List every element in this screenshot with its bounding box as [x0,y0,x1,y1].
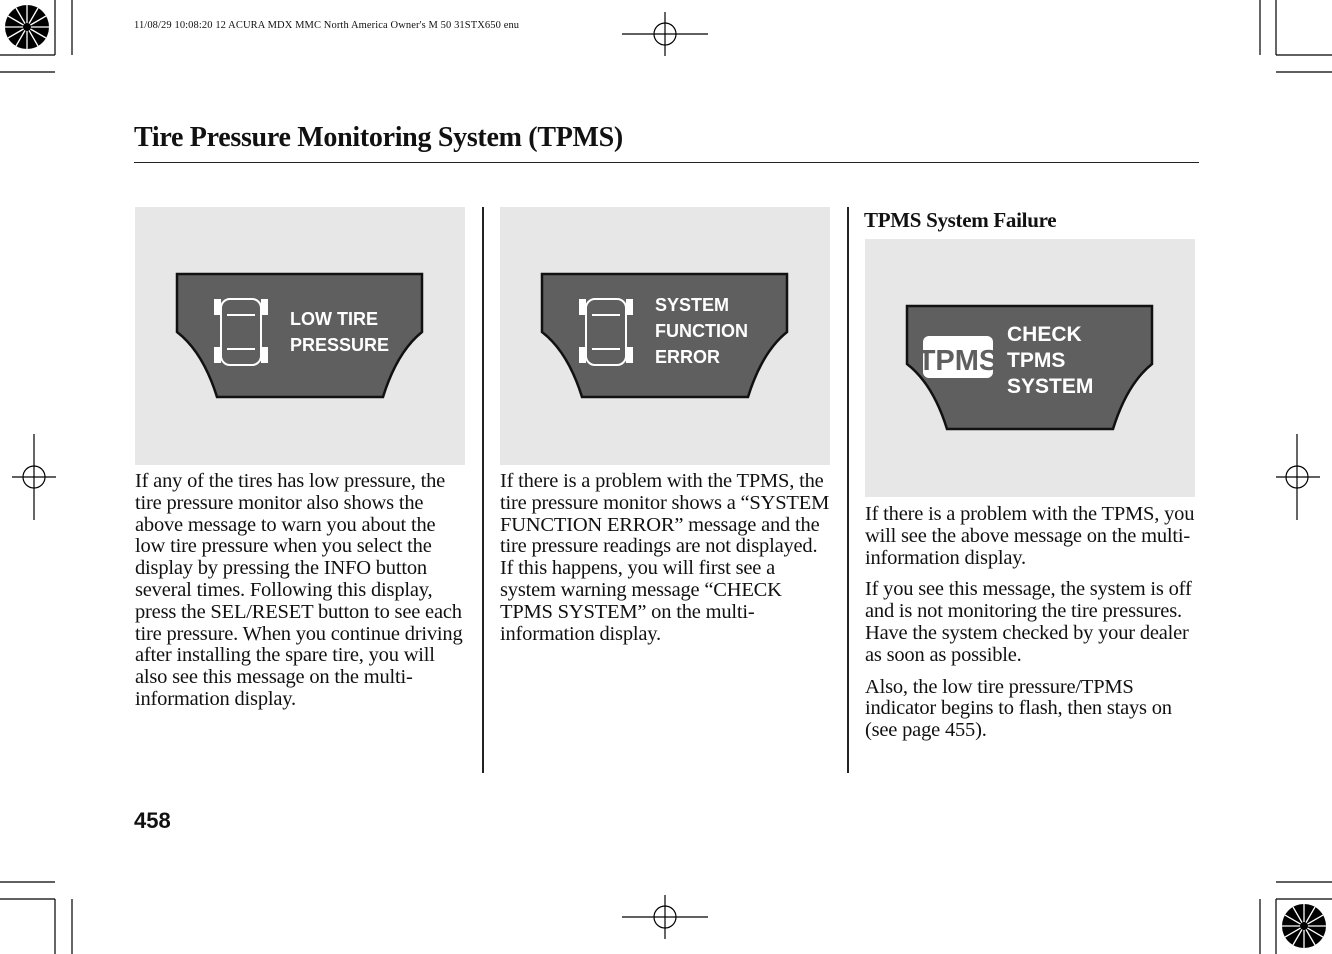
low-tire-pressure-figure [135,207,465,465]
registration-mark-top [622,12,708,56]
title-rule [134,162,1199,163]
page-title: Tire Pressure Monitoring System (TPMS) [134,122,623,153]
registration-mark-left [12,434,56,520]
display-line-1: CHECK [1007,323,1082,346]
col3-paragraphs [865,504,1200,752]
display-line-2: FUNCTION [655,321,748,341]
display-line-2: PRESSURE [290,335,390,355]
system-function-error-figure [500,207,830,465]
starburst-mark-top-left [5,5,49,49]
tpms-badge-text: TPMS [917,345,999,377]
column-divider-1 [482,207,484,773]
registration-mark-right [1276,434,1320,520]
display-line-1: LOW TIRE [290,309,378,329]
col2-paragraph [500,471,835,655]
display-line-2: TPMS [1007,349,1066,372]
print-info: 11/08/29 10:08:20 12 ACURA MDX MMC North America Owner's M 50 31STX650 enu [134,20,520,31]
starburst-mark-bottom-right [1282,904,1326,948]
tpms-failure-heading: TPMS System Failure [864,208,1057,232]
col3-paragraph-3: Also, the low tire pressure/TPMS indicator begins to flash, then stays on (see page 455). [865,675,1172,742]
display-line-3: ERROR [655,347,721,367]
registration-mark-bottom [622,895,708,939]
page-number: 458 [134,808,171,833]
display-line-1: SYSTEM [655,295,730,315]
col3-paragraph-2: If you see this message, the system is off and is not monitoring the tire pressures. Have the system checked by your dealer as soon as possible. [865,578,1192,666]
display-line-3: SYSTEM [1007,375,1094,398]
col2-text: If there is a problem with the TPMS, the tire pressure monitor shows a “SYSTEM FUNCTION ERROR” message and the tire pressure readings are not displayed. If this happens, you will first see a system warning message “CHECK TPMS SYSTEM” on the multi-information display. [500,470,830,645]
check-tpms-system-figure [865,239,1195,497]
col1-text: If any of the tires has low pressure, the tire pressure monitor also shows the above message to warn you about the low tire pressure when you select the display by pressing the INFO button several times. Following this display, press the SEL/RESET button to see each tire pressure. When you continue driving after installing the spare tire, you will also see this message on the multi-information display. [135,470,463,710]
col3-paragraph-1: If there is a problem with the TPMS, you will see the above message on the multi-information display. [865,503,1195,569]
col1-paragraph [135,471,470,721]
tpms-badge-icon [918,336,999,378]
column-divider-2 [847,207,849,773]
